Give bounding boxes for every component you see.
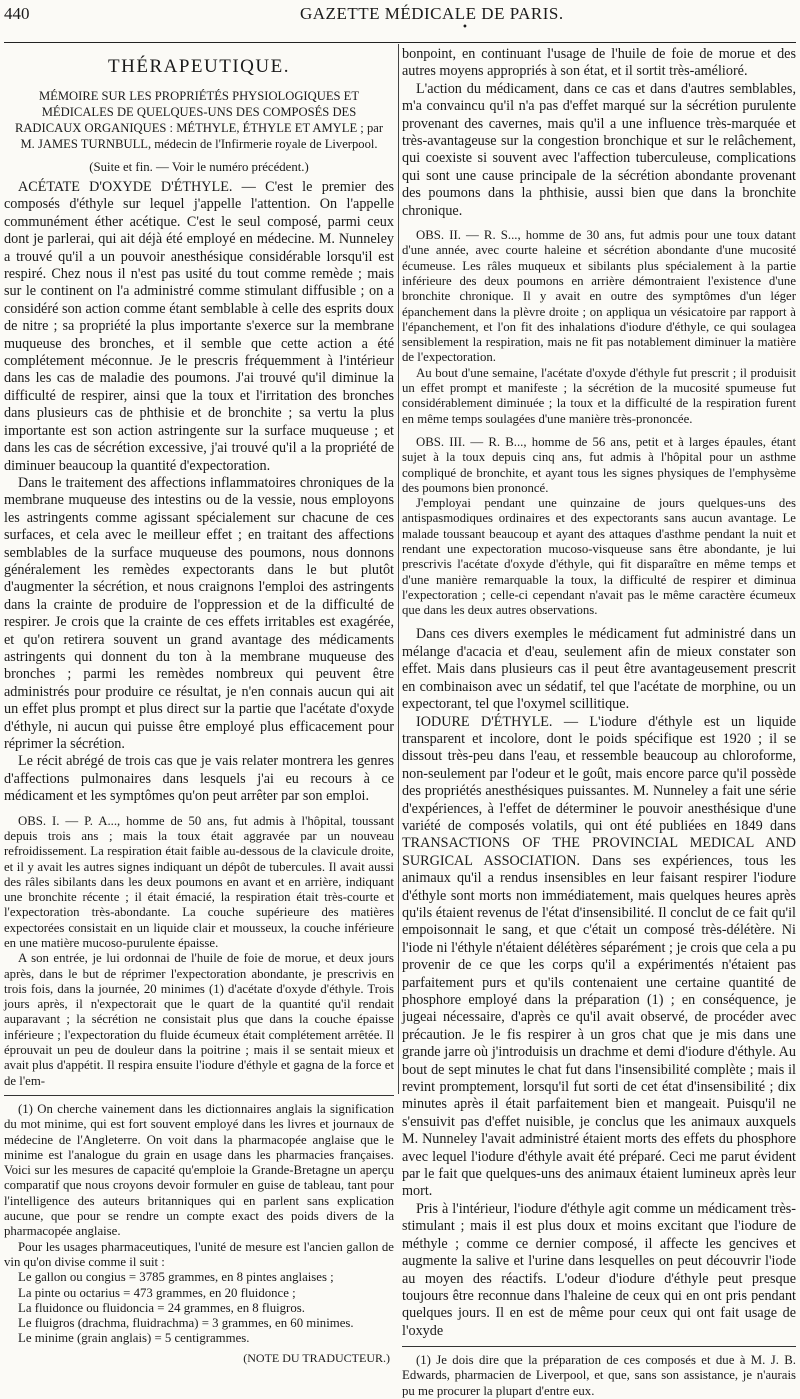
section-title: THÉRAPEUTIQUE. [108, 56, 290, 77]
paragraph-examples: Dans ces divers exemples le médicament fut administré dans un mélange d'acacia et d'eau, seulement afin de mieux constater son effet. Mais dans plusieurs cas il peut être avantageusement prescrit en combinaison avec un sédatif, tel que l'acétate de morphine, ou un expectorant, tel que l'oxymel scillitique. [402, 626, 796, 713]
footnote-rule-right [402, 1346, 796, 1347]
paragraph-internal-use: Pris à l'intérieur, l'iodure d'éthyle agit comme un médicament très-stimulant ; mais il est plus doux et moins excitant que l'iodure de méthyle ; comme ce dernier composé, il affecte les gencives et augmente la salive et l'urine dans lesquelles on peut découvrir l'iode au moyen des réactifs. L'odeur d'iodure d'éthyle peut presque toujours être reconnue dans l'haleine de ceux qui en ont pris pendant quelques jours. Il en est de même pour ceux qui ont fait usage de l'oxyde [402, 1200, 796, 1339]
measure-fluidonce: La fluidonce ou fluidoncia = 24 grammes, en 8 fluigros. [18, 1300, 305, 1315]
journal-title: GAZETTE MÉDICALE DE PARIS. [300, 4, 564, 23]
footnote-edwards: (1) Je dois dire que la préparation de ces composés et due à M. J. B. Edwards, pharmacien de Liverpool, et que, sans son assistance, je n'aurais pu me procurer la plupart d'entre eux. [402, 1353, 796, 1398]
left-column [4, 46, 394, 1365]
page-number: 440 [4, 4, 30, 23]
right-column [402, 46, 796, 1398]
paragraph-action: L'action du médicament, dans ce cas et dans d'autres semblables, m'a convaincu qu'il n'a pas d'effet marqué sur la sécrétion purulente provenant des cavernes, mais qu'il a une influence très-marquée et très-avantageuse sur la congestion bronchique et sur le relâchement, qui coexiste si souvent avec l'affection tuberculeuse, complications qui sont une cause principale de la sécrétion abondante provenant des poumons dans la phthisie, aussi bien que dans la bronchite chronique. [402, 80, 796, 219]
paragraph-treatment: Dans le traitement des affections inflammatoires chroniques de la membrane muqueuse des intestins ou de la vessie, nous employons les astringents comme agissant spécialement sur chacune de ces surfaces, et cela avec le meilleur effet ; en traitant des affections semblables de la surface muqueuse des poumons, nous donnons généralement les remèdes expectorants dans le but plutôt d'augmenter la sécrétion, et nous craignons l'emploi des astringents dans la crainte de produire de l'oppression et de la difficulté de respirer. Je crois que la crainte de ces effets irritables est exagérée, et qu'on retirera souvent un grand avantage des médicaments astringents qui donnent du ton à la membrane muqueuse des bronches ; parmi les remèdes nombreux qui peuvent être administrés pour produire ce résultat, je n'en connais aucun qui ait un effet plus prompt et plus direct sur la partie que l'acétate d'oxyde d'éthyle, ni aucun qui puisse être employé plus efficacement pour réprimer la sécrétion. [4, 474, 394, 752]
case-3: OBS. III. — R. B..., homme de 56 ans, petit et à larges épaules, étant sujet à la toux depuis cinq ans, fut admis à l'hôpital pour un asthme compliqué de bronchite, et ayant tous les signes physiques de l'emphysème des poumons bien prononcé. [402, 434, 796, 495]
case-2: OBS. II. — R. S..., homme de 30 ans, fut admis pour une toux datant d'une année, avec courte haleine et sécrétion abondante d'une mucosité écumeuse. Les râles muqueux et sibilants plus spécialement à la partie inférieure des deux poumons en arrière démontraient l'existence d'une bronchite chronique. Il y avait en outre des symptômes d'un léger épanchement dans la plèvre droite ; on appliqua un vésicatoire par rapport à l'épanchement, et l'on fit des inhalations d'iodure d'éthyle, ce qui soulagea sensiblement la respiration, mais ne fit pas notablement diminuer la matière de l'expectoration. [402, 228, 796, 365]
footnote-rule [4, 1095, 394, 1096]
continuation-note: (Suite et fin. — Voir le numéro précédent.) [89, 160, 309, 174]
header-rule [4, 42, 796, 43]
running-header [0, 0, 800, 42]
measure-pinte: La pinte ou octarius = 473 grammes, en 20 fluidonce ; [18, 1285, 296, 1300]
paragraph-cases-intro: Le récit abrégé de trois cas que je vais relater montrera les genres d'affections pulmonaires dans lesquels j'ai eu recours à ce médicament et les symptômes qu'on peut arrêter par son emploi. [4, 753, 394, 805]
measure-minime: Le minime (grain anglais) = 5 centigrammes. [18, 1331, 250, 1346]
case-1: OBS. I. — P. A..., homme de 50 ans, fut admis à l'hôpital, toussant depuis trois ans ; mais la toux était aggravée par un nouveau refroidissement. La respiration était faible au-dessous de la clavicule droite, et il y avait les autres signes indiquant un dépôt de tubercules. Il avait aussi des râles sibilants dans les deux poumons en avant et en arrière, indiquant une bronchite récente ; il était émacié, la respiration était très-courte et l'expectoration très-abondante. La couche supérieure des matières expectorées consistait en un liquide clair et mousseux, la couche inférieure en une matière mucoso-purulente épaisse. [4, 813, 394, 950]
case-3-continued: J'employai pendant une quinzaine de jours quelques-uns des antispasmodiques ordinaires et des expectorants sans aucun avantage. Le malade toussant beaucoup et ayant des attaques d'asthme pendant la nuit et rendant une expectoration mucoso-visqueuse sans être abondante, je lui prescrivis l'acétate d'oxyde d'éthyle, qui fit disparaître en même temps et d'une manière remarquable la toux, la difficulté de respirer et diminua l'expectoration ; celle-ci cependant n'avait pas le même caractère écumeux que dans les deux autres observations. [402, 496, 796, 618]
measure-fluigros: Le fluigros (drachma, fluidrachma) = 3 grammes, en 60 minimes. [18, 1316, 354, 1331]
case-2-continued: Au bout d'une semaine, l'acétate d'oxyde d'éthyle fut prescrit ; il produisit un effet prompt et manifeste ; la sécrétion de la mucosité spumeuse fut considérablement diminuée ; la toux et la difficulté de la respiration furent en même temps soulagées d'une manière très-prononcée. [402, 365, 796, 426]
header-dot: • [462, 22, 468, 33]
footnote-gallon: Pour les usages pharmaceutiques, l'unité de mesure est l'ancien gallon de vin qu'on divise comme il suit : [4, 1239, 394, 1269]
paragraph-iodure: IODURE D'ÉTHYLE. — L'iodure d'éthyle est un liquide transparent et incolore, dont le poids spécifique est 1920 ; il se dissout très-peu dans l'eau, et ressemble beaucoup au chloroforme, non-seulement par l'odeur et le goût, mais encore parce qu'il possède des propriétés anesthésiques puissantes. M. Nunneley a fait une série d'expériences, à l'effet de déterminer le pouvoir anesthésique d'une variété de composés volatils, qui ont été publiées en 1849 dans TRANSACTIONS OF THE PROVINCIAL MEDICAL AND SURGICAL ASSOCIATION. Dans ses expériences, tous les animaux qu'il a rendus insensibles en leur faisant respirer l'iodure d'éthyle sont morts non immédiatement, mais quelques heures après qu'ils étaient revenus de l'état d'insensibilité. Il conclut de ce fait qu'il empoisonnait le sang, et que c'était un composé très-délétère. Ni l'iode ni l'éthyle n'étaient délétères séparément ; je crois que cela a pu provenir de ce que les corps qu'il a expérimentés n'étaient pas parfaitement purs et qu'ils contenaient une certaine quantité de phosphore employé dans la préparation (1) ; en conséquence, je jugeai nécessaire, d'après ce qu'il avait observé, de procéder avec précaution. Je le fis respirer à un gros chat que je mis dans une grande jarre où j'introduisis un drachme et demi d'iodure d'éthyle. Au bout de sept minutes le chat fut dans l'insensibilité complète ; mais il revint promptement, lorsqu'il fut sorti de cet état d'insensibilité ; dix minutes après il était parfaitement bien et mangeait. Puisqu'il ne s'ensuivit pas d'effet nuisible, je conclus que les animaux auxquels M. Nunneley l'avait administré étaient morts des effets du phosphore avec lequel l'iodure d'éthyle avait été préparé. Ceci me parut évident par le fait que quelques-uns des animaux étaient lumineux après leur mort. [402, 713, 796, 1200]
column-divider [398, 44, 399, 1094]
measure-gallon: Le gallon ou congius = 3785 grammes, en 8 pintes anglaises ; [18, 1270, 334, 1285]
memoir-title: MÉMOIRE SUR LES PROPRIÉTÉS PHYSIOLOGIQUES ET MÉDICALES DE QUELQUES-UNS DES COMPOSÉS DES RADICAUX ORGANIQUES : MÉTHYLE, ÉTHYLE ET AMYLE ; par M. JAMES TURNBULL, médecin de l'Infirmerie royale de Liverpool. [14, 89, 384, 151]
case-1-continued: A son entrée, je lui ordonnai de l'huile de foie de morue, et deux jours après, dans le but de réprimer l'expectoration abondante, je prescrivis en trois fois, dans la journée, 20 minimes (1) d'acétate d'oxyde d'éthyle. Trois jours après, il n'expectorait que le quart de la quantité qu'il rendait auparavant ; la sécrétion ne consistait plus que dans la couche épaisse inférieure ; l'expectoration du fluide écumeux était complétement arrêtée. Il éprouvait un peu de douleur dans la poitrine ; mais il se sentait mieux et avait plus d'appétit. Il respira ensuite l'iodure d'éthyle et gagna de la force et de l'em- [4, 951, 394, 1088]
paragraph-continuation: bonpoint, en continuant l'usage de l'huile de foie de morue et des autres moyens appropriés à son état, et il sortit très-amélioré. [402, 46, 796, 80]
translator-note: (NOTE DU TRADUCTEUR.) [243, 1350, 390, 1365]
paragraph-acetate: ACÉTATE D'OXYDE D'ÉTHYLE. — C'est le premier des composés d'éthyle sur lequel j'appelle l'attention. On l'appelle communément éther acétique. C'est le seul composé, parmi ceux dont je parlerai, qui ait déjà été employé en médecine. M. Nunneley a trouvé qu'il a un pouvoir anesthésique considérable lorsqu'il est respiré. Chez nous il n'est pas usité du tout comme remède ; mais sur le continent on l'a administré comme stimulant diffusible ; on a considéré son action comme étant semblable à celle des esprits doux de nitre ; sa propriété la plus importante s'exerce sur la membrane muqueuse des bronches, et il semble que cette action a été complétement méconnue. Je le prescris fréquemment à l'intérieur dans les cas de maladie des poumons. J'ai trouvé qu'il diminue la difficulté de respirer, ainsi que la toux et l'irritation des bronches dans plusieurs cas de phthisie et de bronchite ; sa vertu la plus importante est son action astringente sur la surface muqueuse ; et dans les cas de sécrétion excessive, j'ai trouvé qu'il a la propriété de diminuer beaucoup la quantité d'expectoration. [4, 179, 394, 474]
footnote-minime: (1) On cherche vainement dans les dictionnaires anglais la signification du mot minime, qui est fort souvent employé dans les livres et journaux de médecine de l'Angleterre. On voit dans la pharmacopée anglaise que le minime est l'analogue du grain en usage dans les pharmacies françaises. Voici sur les mesures de capacité qu'emploie la Grande-Bretagne un aperçu comparatif que nous croyons devoir formuler en guise de tableau, tant pour l'intelligence des auteurs britanniques qui en parlent sans explication aucune, que pour se rendre un compte exact des poids divers de la pharmacopée anglaise. [4, 1101, 394, 1239]
